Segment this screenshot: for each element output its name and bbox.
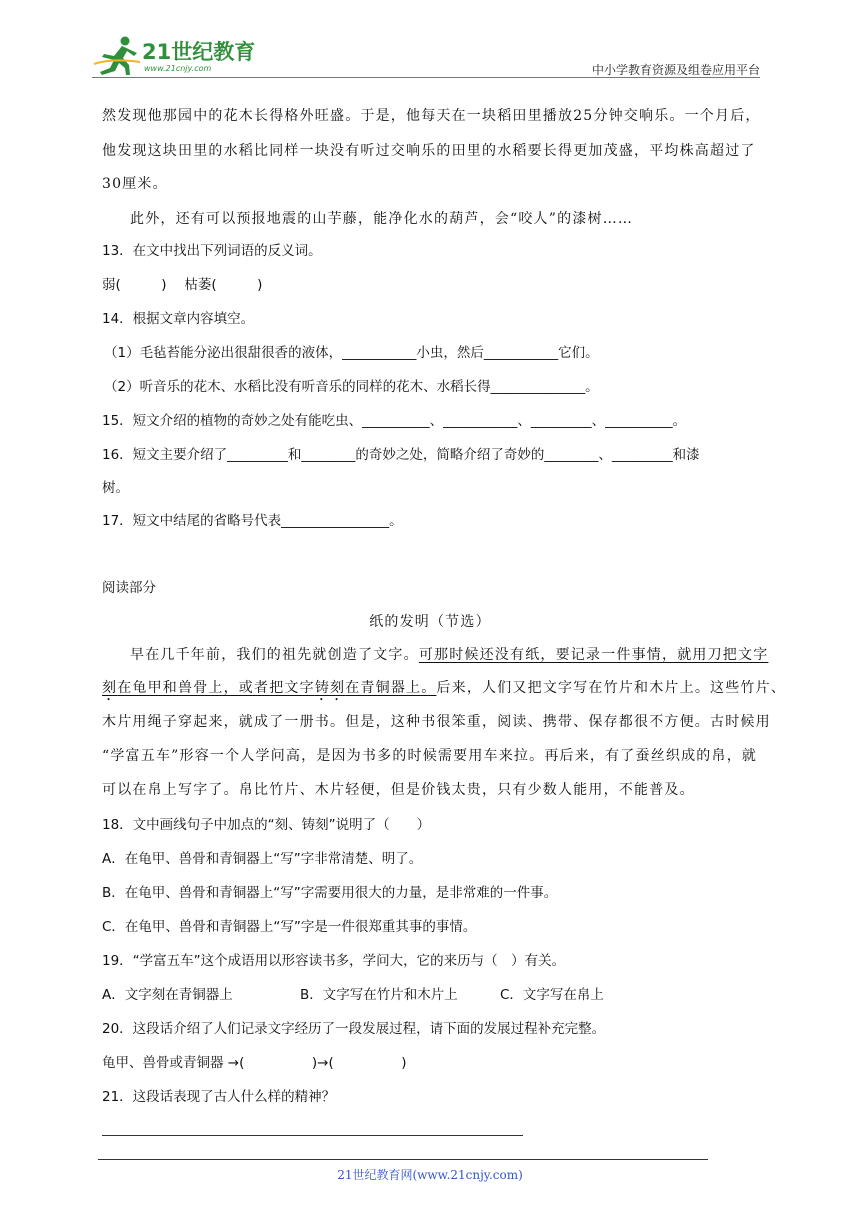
question-16-line-1: 16．短文主要介绍了_________和________的奇妙之处，简略介绍了奇妙的________、_________和漆: [102, 447, 700, 463]
question-19-option-c: C．文字写在帛上: [500, 987, 604, 1003]
passage2-line-5: 可以在帛上写字了。帛比竹片、木片轻便，但是价钱太贵，只有少数人能用，不能普及。: [102, 782, 695, 798]
question-13: 13．在文中找出下列词语的反义词。: [102, 243, 322, 259]
question-18-option-c: C．在龟甲、兽骨和青铜器上“写”字是一件很郑重其事的事情。: [102, 919, 477, 935]
underlined-sentence-part-2: 在龟甲和兽骨上，或者把文字: [117, 680, 315, 696]
page-header: [92, 30, 760, 78]
question-13-blanks: 弱( ) 枯萎( ): [102, 277, 263, 293]
question-20: 20．这段话介绍了人们记录文字经历了一段发展过程，请下面的发展过程补充完整。: [102, 1021, 606, 1037]
question-16-line-2: 树。: [102, 480, 129, 496]
question-18-option-a: A．在龟甲、兽骨和青铜器上“写”字非常清楚、明了。: [102, 851, 423, 867]
question-15: 15．短文介绍的植物的奇妙之处有能吃虫、__________、___________、_________、__________。: [102, 413, 687, 429]
passage2-line-4: “学富五车”形容一个人学问高，是因为书多的时候需要用车来拉。再后来，有了蚕丝织成的帛，就: [102, 748, 758, 764]
question-14-2: （2）听音乐的花木、水稻比没有听音乐的同样的花木、水稻长得______________。: [104, 379, 599, 395]
question-18: 18．文中画线句子中加点的“刻、铸刻”说明了（ ）: [102, 817, 431, 833]
passage2-line-1-plain: 早在几千年前，我们的祖先就创造了文字。: [130, 647, 419, 663]
question-19: 19．“学富五车”这个成语用以形容读书多，学问大，它的来历与（ ）有关。: [102, 953, 566, 969]
passage2-line-2-plain: 后来，人们又把文字写在竹片和木片上。这些竹片、: [436, 680, 787, 696]
question-19-option-a: A．文字刻在青铜器上: [102, 987, 233, 1003]
logo: [92, 34, 262, 76]
passage2-line-3: 木片用绳子穿起来，就成了一册书。但是，这种书很笨重，阅读、携带、保存都很不方便。古时候用: [102, 714, 771, 730]
passage2-line-1: [130, 645, 768, 665]
question-17: 17．短文中结尾的省略号代表________________。: [102, 513, 403, 529]
logo-text: 21世纪教育: [142, 40, 256, 64]
question-20-chain: 龟甲、兽骨或青铜器 →( )→( ): [102, 1055, 407, 1071]
question-14-1: （1）毛毡苔能分泌出很甜很香的液体，___________小虫，然后___________它们。: [104, 345, 599, 361]
footer-text: 21世纪教育网(www.21cnjy.com): [337, 1168, 523, 1182]
passage1-line-4: 此外，还有可以预报地震的山芋藤，能净化水的葫芦，会“咬人”的漆树……: [130, 211, 634, 227]
underlined-sentence-part-1: 可那时候还没有纸，要记录一件事情，就用刀把文字: [418, 647, 769, 663]
question-21: 21．这段话表现了古人什么样的精神？: [102, 1089, 336, 1105]
runner-logo-icon: [92, 34, 142, 76]
logo-url: www.21cnjy.com: [144, 64, 212, 73]
passage1-line-1: 然发现他那园中的花木长得格外旺盛。于是，他每天在一块稻田里播放25分钟交响乐。一个月后，: [102, 108, 761, 124]
passage2-line-2: [102, 678, 786, 704]
dotted-word-ke: 刻: [102, 680, 118, 696]
platform-name: 中小学教育资源及组卷应用平台: [591, 63, 760, 77]
passage1-line-2: 他发现这块田里的水稻比同样一块没有听过交响乐的田里的水稻要长得更加茂盛，平均株高超过了: [102, 143, 756, 159]
question-18-option-b: B．在龟甲、兽骨和青铜器上“写”字需要用很大的力量，是非常难的一件事。: [102, 885, 558, 901]
footer-divider: [98, 1159, 708, 1160]
answer-line: [102, 1135, 523, 1136]
passage1-line-3: 30厘米。: [102, 176, 168, 192]
question-19-option-b: B．文字写在竹片和木片上: [300, 987, 458, 1003]
passage2-title: 纸的发明（节选）: [369, 614, 491, 630]
dotted-word-zhuke: 铸刻: [314, 680, 346, 696]
section-label: 阅读部分: [102, 580, 156, 596]
underlined-sentence-part-3: 在青铜器上。: [345, 680, 437, 696]
header-divider: [92, 77, 760, 78]
question-14: 14．根据文章内容填空。: [102, 311, 255, 327]
